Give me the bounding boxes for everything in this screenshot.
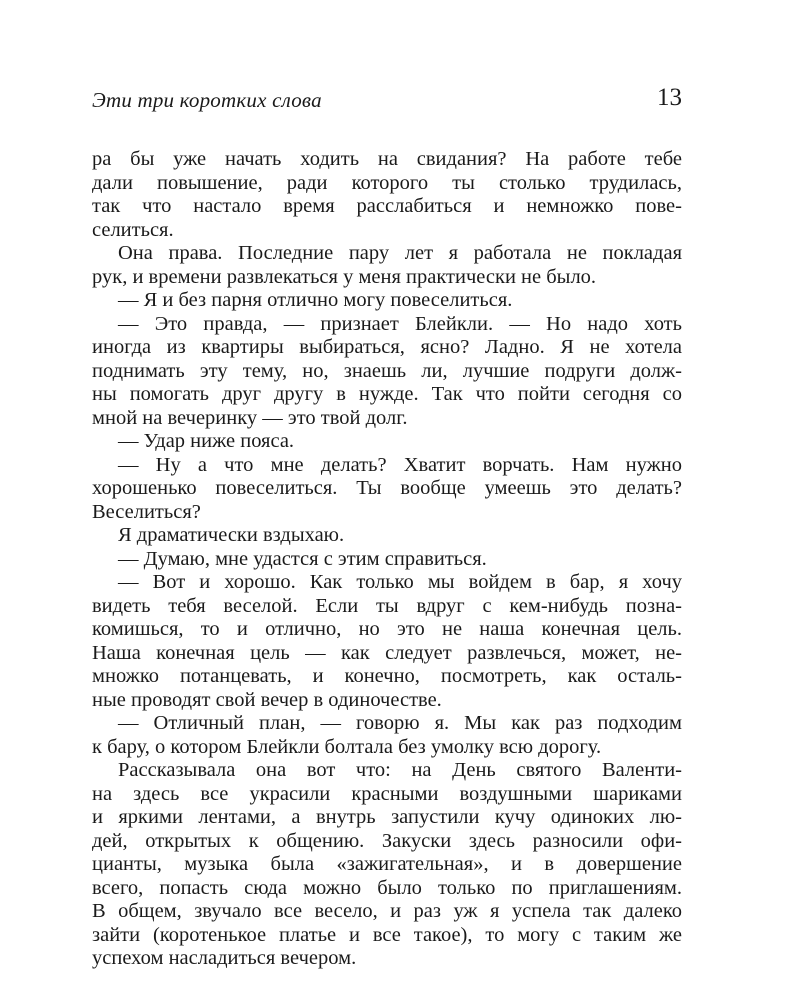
text-line: поднимать эту тему, но, знаешь ли, лучшие подруги долж- bbox=[92, 359, 682, 382]
text-line: зайти (коротенькое платье и все такое), то могу с таким же bbox=[92, 923, 682, 946]
text-line: дали повышение, ради которого ты столько трудилась, bbox=[92, 171, 682, 194]
text-line: комишься, то и отлично, но это не наша конечная цель. bbox=[92, 618, 682, 640]
text-line: рук, и времени развлекаться у меня практически не было. bbox=[92, 265, 597, 288]
running-title: Эти три коротких слова bbox=[92, 88, 322, 112]
text-line: — Отличный план, — говорю я. Мы как раз подходим bbox=[118, 712, 682, 734]
text-line: Рассказывала она вот что: на День святого Валенти- bbox=[118, 759, 682, 781]
text-line: дей, открытых к общению. Закуски здесь разносили офи- bbox=[92, 829, 682, 852]
text-line: Я драматически вздыхаю. bbox=[118, 524, 345, 546]
text-line: — Вот и хорошо. Как только мы войдем в бар, я хочу bbox=[118, 571, 682, 593]
text-line: иногда из квартиры выбираться, ясно? Ладно. Я не хотела bbox=[92, 336, 682, 358]
text-line: ра бы уже начать ходить на свидания? На работе тебе bbox=[92, 148, 682, 170]
text-line: цианты, музыка была «зажигательная», и в довершение bbox=[92, 853, 682, 875]
body-text bbox=[92, 148, 682, 971]
text-line: ные проводят свой вечер в одиночестве. bbox=[92, 688, 442, 711]
text-line: хорошенько повеселиться. Ты вообще умеешь это делать? bbox=[92, 477, 682, 499]
text-line: — Это правда, — признает Блейкли. — Но надо хоть bbox=[118, 312, 682, 335]
text-line: видеть тебя веселой. Если ты вдруг с кем-нибудь позна- bbox=[92, 594, 682, 617]
text-line: множко потанцевать, и конечно, посмотреть, как осталь- bbox=[92, 665, 682, 687]
text-line: всего, попасть сюда можно было только по приглашениям. bbox=[92, 876, 682, 899]
text-line: В общем, звучало все весело, и раз уж я успела так далеко bbox=[92, 900, 682, 922]
text-line: Наша конечная цель — как следует развлечься, может, не- bbox=[92, 641, 682, 664]
text-line: — Я и без парня отлично могу повеселиться. bbox=[118, 289, 513, 311]
page-number: 13 bbox=[657, 84, 682, 111]
text-line: — Думаю, мне удастся с этим справиться. bbox=[118, 547, 487, 570]
text-line: и яркими лентами, а внутрь запустили кучу одиноких лю- bbox=[92, 806, 682, 828]
text-line: ны помогать друг другу в нужде. Так что пойти сегодня со bbox=[92, 383, 682, 405]
text-line: — Удар ниже пояса. bbox=[118, 430, 295, 452]
text-line: селиться. bbox=[92, 218, 174, 241]
text-line: мной на вечеринку — это твой долг. bbox=[92, 406, 408, 429]
page-header bbox=[92, 84, 682, 118]
text-line: так что настало время расслабиться и немножко пове- bbox=[92, 195, 682, 217]
text-line: Она права. Последние пару лет я работала не покладая bbox=[118, 242, 682, 264]
text-line: на здесь все украсили красными воздушными шариками bbox=[92, 782, 682, 805]
text-line: к бару, о котором Блейкли болтала без умолку всю дорогу. bbox=[92, 735, 602, 758]
text-line: Веселиться? bbox=[92, 500, 201, 523]
text-line: успехом насладиться вечером. bbox=[92, 947, 357, 969]
text-line: — Ну а что мне делать? Хватит ворчать. Нам нужно bbox=[118, 453, 682, 476]
